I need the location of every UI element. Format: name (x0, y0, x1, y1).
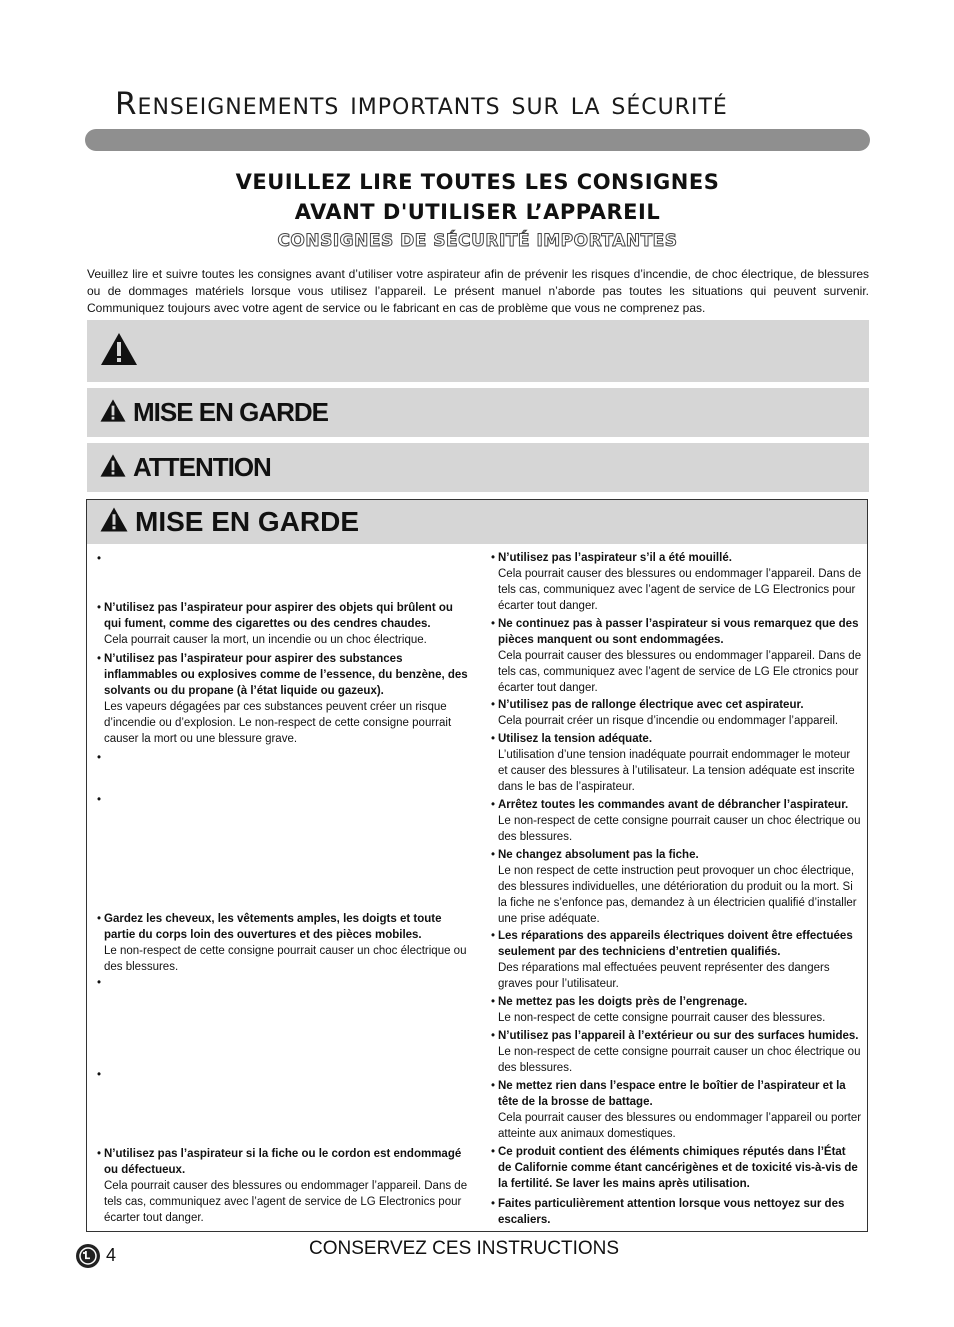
list-item: • Ne continuez pas à passer l’aspirateur si vous remarquez que des pièces manquent ou sont endommagées. Cela pourrait causer des blessures ou endommager l’appareil. Dans de tels cas, communiquez avec l’agent de service de LG Ele ctronics pour écarter tout danger. (491, 618, 862, 694)
lg-logo-icon (75, 1243, 101, 1274)
warning-triangle-icon (99, 506, 129, 538)
mise-en-garde-box: MISE EN GARDE • • N’utilisez pas l’aspirateur pour aspirer des objets qui brûlent ou qui fument, comme des cigarettes ou des cendres chaudes. Cela pourrait causer la mort, un incendie ou un choc électrique. • N’utilisez pas l’aspirateur pour aspirer des substances inflammables ou explosives comme de l’essence, du benzène, des solvants ou du propane (à l’état liquide ou gazeux). Les vapeurs dégagées par ces substances peuvent créer un risque d’incendie ou d’explosion. Le non-respect de cette consigne pourrait causer la mort ou une blessure grave. • • • Gardez les cheveux, les vêtements amples, les doigts et toute partie du corps loin des ouvertures et des pièces mobiles. Le non-respect de cette consigne pourrait causer un choc électrique ou des blessures. • • • N’utilisez pas l’aspirateur si la fiche ou le cordon est endommagé ou défectueux. Cela pourrait causer des blessures ou endommager l’appareil. Dans de tels cas, communiquez avec l’agent de service de LG Electronics pour écarter tout danger. • N’utilisez pas l’aspirateur s’il a été mouillé. Cela pourrait causer des blessures ou endommager l’appareil. Dans de tels cas, communiquez avec l’agent de service de LG Electronics pour écarter tout danger. • Ne continuez pas à passer l’aspirateur si vous remarquez que des pièces manquent ou sont endommagées. Cela pourrait causer des blessures ou endommager l’appareil. Dans de tels cas, communiquez avec l’agent de service de LG Ele ctronics pour écarter tout danger. • N’utilisez pas de rallonge électrique avec cet aspirateur. Cela pourrait créer un risque d’incendie ou endommager l’appareil. • Utilisez la tension adéquate. L’utilisation d’une tension inadéquate pourrait endommager le moteur et causer des blessures à l’utilisateur. La tension adéquate est inscrite dans le bas de l’aspirateur. • Arrêtez toutes les commandes avant de débrancher l’aspirateur. Le non-respect de cette consigne pourrait causer un choc électrique ou des blessures. • Ne changez absolument pas la fiche. Le non respect de cette instruction peut provoquer un choc électrique, des blessures individuelles, une détérioration du produit ou la mort. Si la fiche ne s’enfonce pas, demandez à un électricien qualifié d’installer une prise adéquate. • Les réparations des appareils électriques doivent être effectuées seulement par des techniciens d’entretien qualifiés. Des réparations mal effectuées peuvent représenter des dangers graves pour l’utilisateur. • Ne mettez pas les doigts près de l’engrenage. Le non-respect de cette consigne pourrait causer des blessures. • N’utilisez pas l’appareil à l’extérieur ou sur des surfaces humides. Le non-respect de cette consigne pourrait causer un choc électrique ou des blessures. • Ne mettez rien dans l’espace entre le boîtier de l’aspirateur et la tête de la brosse de battage. Cela pourrait causer des blessures ou endommager l’appareil ou porter atteinte aux animaux domestiques. • Ce produit contient des éléments chimiques réputés dans l’État de Californie comme étant cancérigènes et de toxicité vis-à-vis de la fertilité. Se laver les mains après utilisation. • Faites particulièrement attention lorsque vous nettoyez sur des escaliers. (86, 499, 868, 1232)
heading-line-2: AVANT D'UTILISER L’APPAREIL (294, 200, 661, 224)
title-bar (85, 129, 870, 151)
intro-paragraph: Veuillez lire et suivre toutes les consignes avant d’utiliser votre aspirateur afin de prévenir les risques d’incendie, de choc électrique, de blessures ou de dommages matériels lorsque vous utilisez l’appareil. Le présent manuel n’aborde pas toutes les situations qui peuvent survenir. Communiquez toujours avec votre agent de service ou le fabricant en cas de problème que vous ne comprenez pas. (87, 267, 869, 315)
page-number: 4 (106, 1245, 117, 1265)
list-item: • Arrêtez toutes les commandes avant de débrancher l’aspirateur. Le non-respect de cette consigne pourrait causer un choc électrique ou des blessures. (491, 799, 861, 843)
list-item: • N’utilisez pas de rallonge électrique avec cet aspirateur. Cela pourrait créer un risque d’incendie ou endommager l’appareil. (491, 699, 839, 727)
warning-triangle-icon (99, 331, 139, 372)
warning-triangle-icon (99, 453, 127, 483)
warning-triangle-icon (99, 398, 127, 428)
mise-en-garde-label: MISE EN GARDE (133, 397, 329, 427)
box-title: MISE EN GARDE (135, 506, 360, 537)
list-item: • N’utilisez pas l’aspirateur si la fiche ou le cordon est endommagé ou défectueux. Cela pourrait causer des blessures ou endommager l’appareil. Dans de tels cas, communiquez avec l’agent de service de LG Electronics pour écarter tout danger. (97, 1148, 468, 1224)
attention-label: ATTENTION (133, 452, 271, 482)
heading-line-1: VEUILLEZ LIRE TOUTES LES CONSIGNES (235, 170, 720, 194)
list-item: • Ne mettez rien dans l’espace entre le boîtier de l’aspirateur et la tête de la brosse de battage. Cela pourrait causer des blessures ou endommager l’appareil ou porter atteinte aux animaux domestiques. (491, 1080, 862, 1140)
list-item: • N’utilisez pas l’aspirateur pour aspirer des substances inflammables ou explosives comme de l’essence, du benzène, des solvants ou du propane (à l’état liquide ou gazeux). Les vapeurs dégagées par ces substances peuvent créer un risque d’incendie ou d’explosion. Le non-respect de cette consigne pourrait causer la mort ou une blessure grave. (97, 653, 468, 745)
list-item: • N’utilisez pas l’appareil à l’extérieur ou sur des surfaces humides. Le non-respect de cette consigne pourrait causer un choc électrique ou des blessures. (491, 1030, 861, 1074)
page-title: Renseignements importants sur la sécurité (115, 86, 728, 122)
list-item: • N’utilisez pas l’aspirateur pour aspirer des objets qui brûlent ou qui fument, comme des cigarettes ou des cendres chaudes. Cela pourrait causer la mort, un incendie ou un choc électrique. (97, 602, 453, 646)
footer-text: CONSERVEZ CES INSTRUCTIONS (309, 1238, 620, 1259)
list-item: • Utilisez la tension adéquate. L’utilisation d’une tension inadéquate pourrait endommager le moteur et causer des blessures à l’utilisateur. La tension adéquate est inscrite dans le bas de l’aspirateur. (491, 733, 855, 793)
attention-band (87, 443, 869, 492)
list-item: • Ce produit contient des éléments chimiques réputés dans l’État de Californie comme étant cancérigènes et de toxicité vis-à-vis de la fertilité. Se laver les mains après utilisation. (491, 1146, 858, 1190)
list-item: • Ne changez absolument pas la fiche. Le non respect de cette instruction peut provoquer un choc électrique, des blessures individuelles, une détérioration du produit ou la mort. Si la fiche ne s’enfonce pas, demandez à un électricien qualifié d’installer une prise adéquate. (491, 849, 857, 925)
danger-band (87, 320, 869, 382)
box-header (87, 500, 867, 544)
list-item: • N’utilisez pas l’aspirateur s’il a été mouillé. Cela pourrait causer des blessures ou endommager l’appareil. Dans de tels cas, communiquez avec l’agent de service de LG Electronics pour écarter tout danger. (491, 552, 862, 612)
list-item: • Faites particulièrement attention lorsque vous nettoyez sur des escaliers. (491, 1198, 845, 1226)
mise-en-garde-band (87, 388, 869, 437)
list-item: • Gardez les cheveux, les vêtements amples, les doigts et toute partie du corps loin des ouvertures et des pièces mobiles. Le non-respect de cette consigne pourrait causer un choc électrique ou des blessures. (97, 913, 467, 973)
list-item: • Les réparations des appareils électriques doivent être effectuées seulement par des techniciens d’entretien qualifiés. Des réparations mal effectuées peuvent représenter des dangers graves pour l’utilisateur. (491, 930, 853, 990)
subheading: CONSIGNES DE SÉCURITÉ IMPORTANTES (277, 231, 678, 251)
list-item: • Ne mettez pas les doigts près de l’engrenage. Le non-respect de cette consigne pourrait causer des blessures. (491, 996, 826, 1024)
